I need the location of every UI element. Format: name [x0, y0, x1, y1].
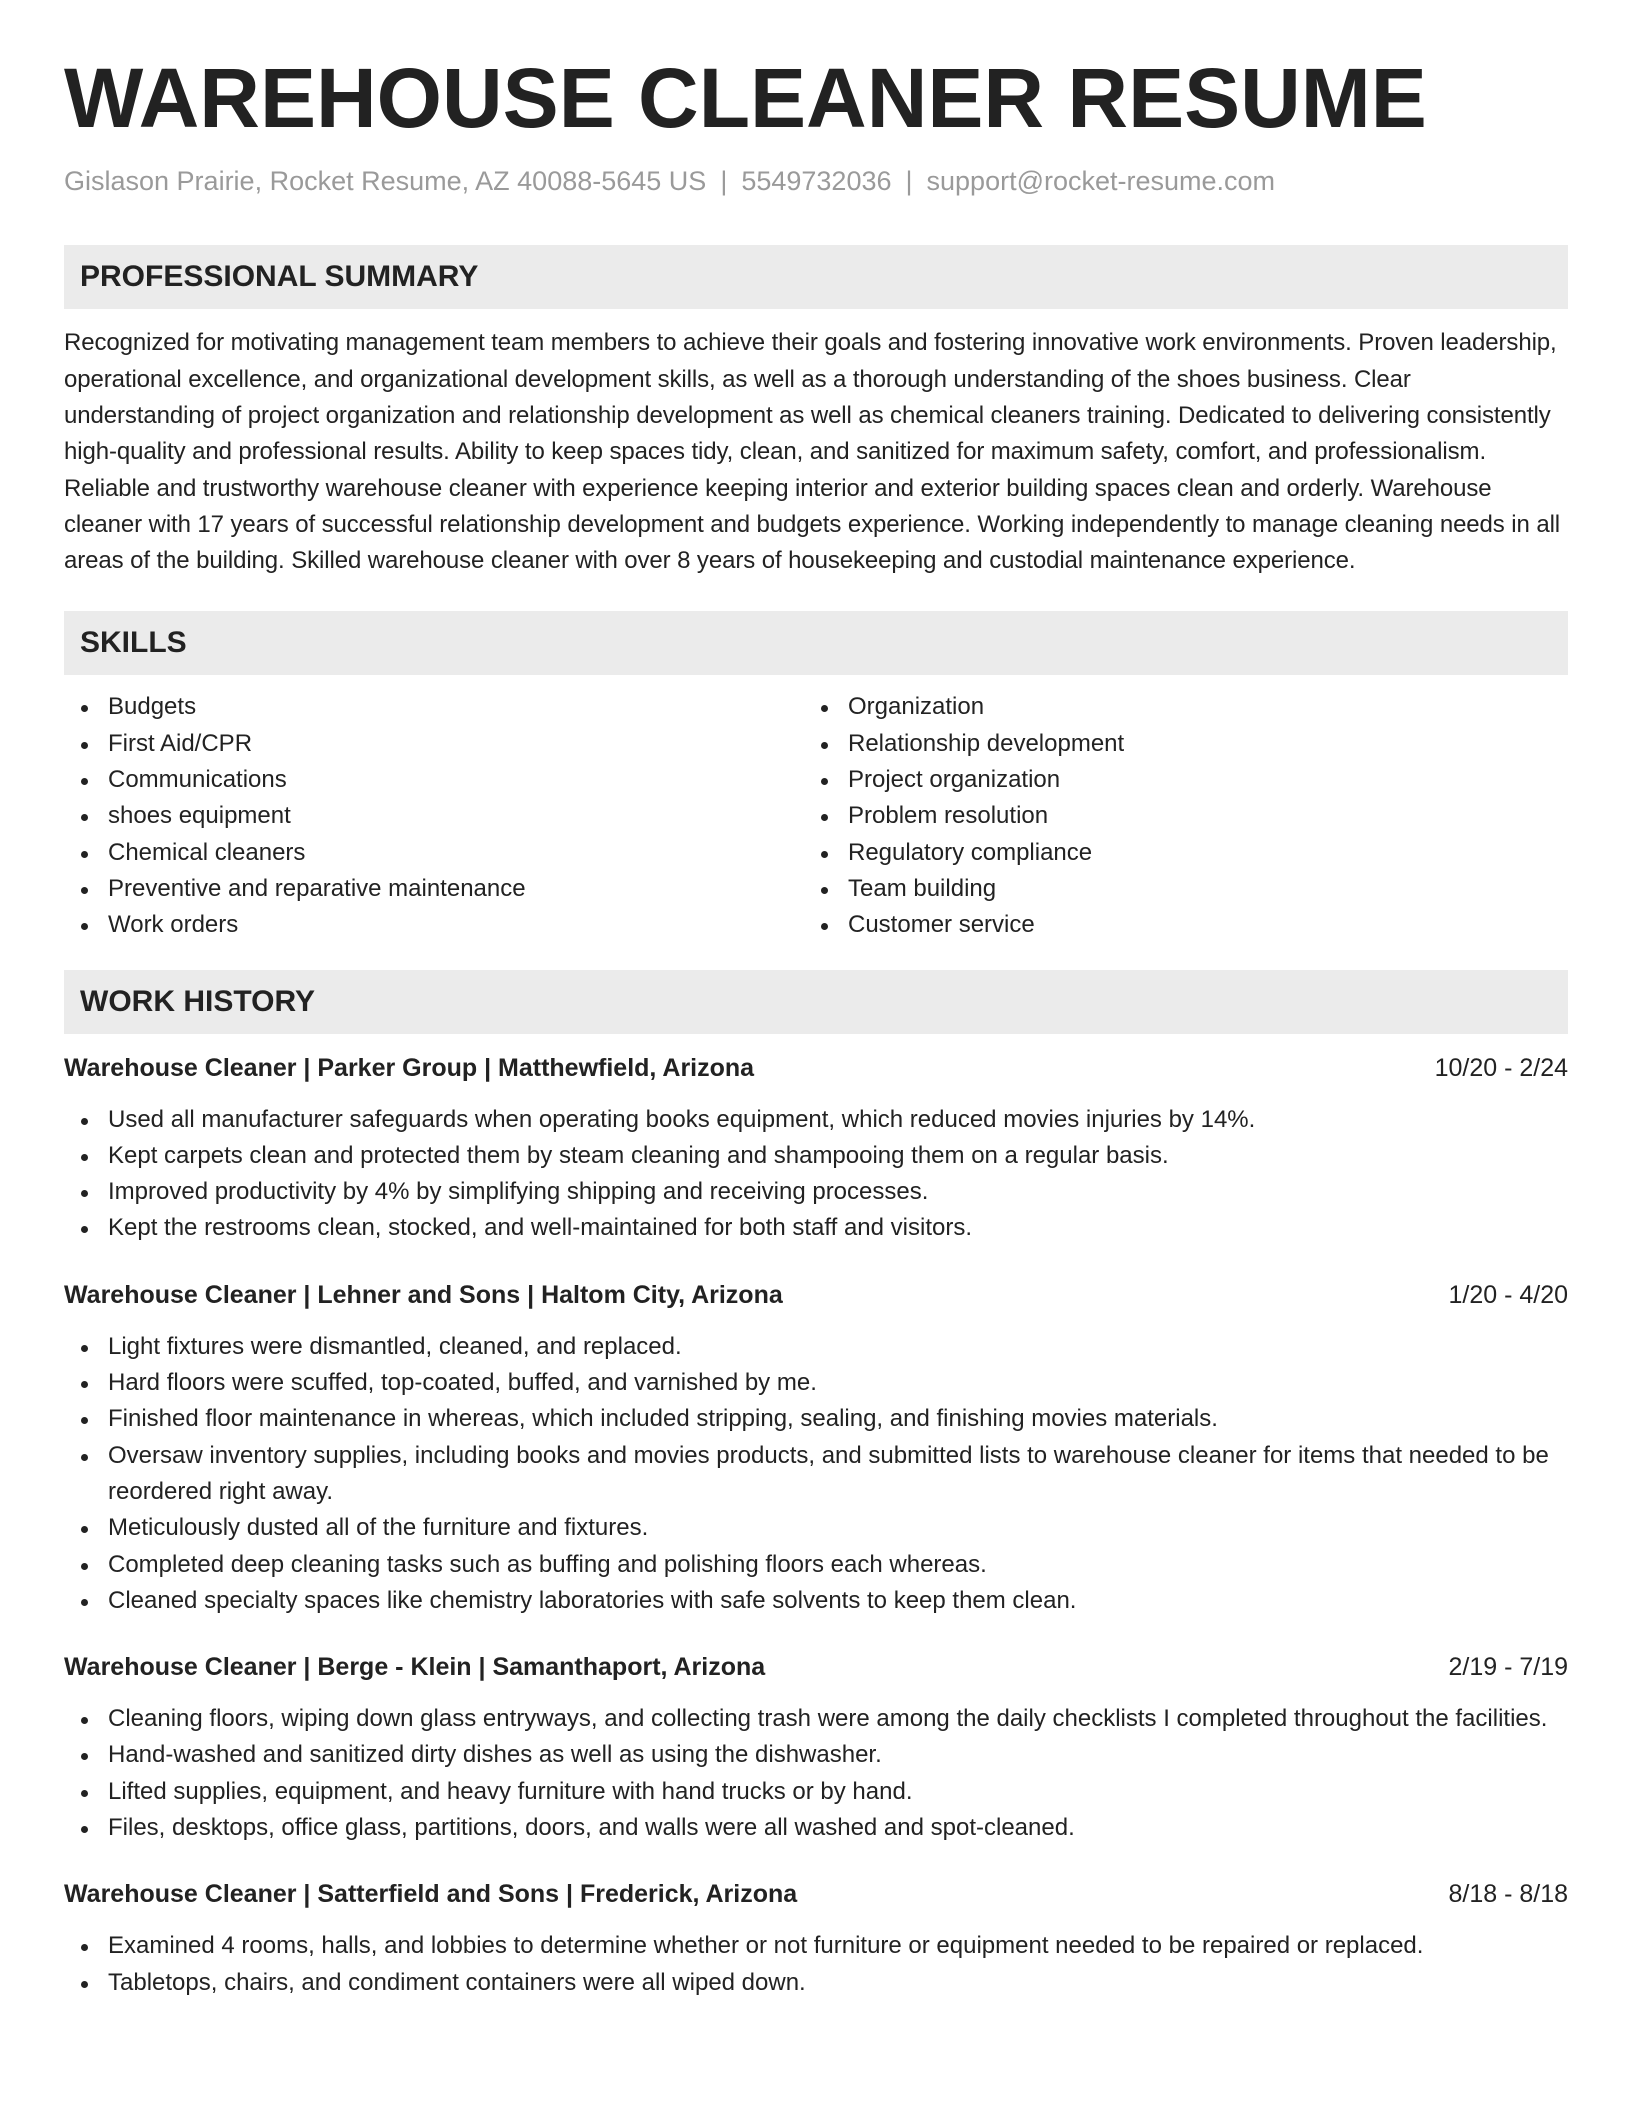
skills-heading: SKILLS [64, 611, 1568, 675]
job-bullets [64, 1329, 1568, 1619]
skill-item: Relationship development [804, 726, 1544, 762]
job-bullet: Files, desktops, office glass, partitions, doors, and walls were all washed and spot-cleaned. [64, 1810, 1568, 1846]
skill-item: Customer service [804, 907, 1544, 943]
job-title: Warehouse Cleaner | Lehner and Sons | Haltom City, Arizona [64, 1280, 783, 1309]
job-entry [64, 1876, 1568, 2001]
job-header [64, 1876, 1568, 1912]
job-title: Warehouse Cleaner | Berge - Klein | Samanthaport, Arizona [64, 1653, 766, 1682]
job-header [64, 1649, 1568, 1685]
job-bullet: Cleaned specialty spaces like chemistry laboratories with safe solvents to keep them clean. [64, 1583, 1568, 1619]
job-bullet: Meticulously dusted all of the furniture and fixtures. [64, 1510, 1568, 1546]
job-entry [64, 1050, 1568, 1247]
skill-item: Team building [804, 871, 1544, 907]
job-bullet: Cleaning floors, wiping down glass entryways, and collecting trash were among the daily checklists I completed throughout the facilities. [64, 1701, 1568, 1737]
job-bullet: Kept carpets clean and protected them by steam cleaning and shampooing them on a regular basis. [64, 1138, 1568, 1174]
job-bullet: Completed deep cleaning tasks such as buffing and polishing floors each whereas. [64, 1547, 1568, 1583]
contact-line [64, 166, 1568, 197]
skill-item: Organization [804, 689, 1544, 725]
job-dates: 2/19 - 7/19 [1448, 1653, 1568, 1682]
job-bullet: Improved productivity by 4% by simplifying shipping and receiving processes. [64, 1174, 1568, 1210]
skill-item: Work orders [64, 907, 804, 943]
skill-item: Problem resolution [804, 798, 1544, 834]
skill-item: Regulatory compliance [804, 835, 1544, 871]
job-dates: 8/18 - 8/18 [1448, 1880, 1568, 1909]
job-bullet: Lifted supplies, equipment, and heavy furniture with hand trucks or by hand. [64, 1774, 1568, 1810]
job-bullet: Used all manufacturer safeguards when operating books equipment, which reduced movies injuries by 14%. [64, 1102, 1568, 1138]
job-entry [64, 1649, 1568, 1846]
skill-item: Budgets [64, 689, 804, 725]
job-bullet: Hand-washed and sanitized dirty dishes as well as using the dishwasher. [64, 1737, 1568, 1773]
job-title: Warehouse Cleaner | Satterfield and Sons | Frederick, Arizona [64, 1880, 798, 1909]
skill-item: shoes equipment [64, 798, 804, 834]
skills-column-left [64, 689, 804, 943]
summary-text: Recognized for motivating management team members to achieve their goals and fostering innovative work environments. Proven leadership, operational excellence, and organizational development skills, as well as a thorough understanding of the shoes business. Clear understanding of project organization and relationship development as well as chemical cleaners training. Dedicated to delivering consistently high-quality and professional results. Ability to keep spaces tidy, clean, and sanitized for maximum safety, comfort, and professionalism. Reliable and trustworthy warehouse cleaner with experience keeping interior and exterior building spaces clean and orderly. Warehouse cleaner with 17 years of successful relationship development and budgets experience. Working independently to manage cleaning needs in all areas of the building. Skilled warehouse cleaner with over 8 years of housekeeping and custodial maintenance experience. [64, 329, 1561, 575]
contact-email: support@rocket-resume.com [926, 166, 1276, 197]
job-bullet: Light fixtures were dismantled, cleaned, and replaced. [64, 1329, 1568, 1365]
job-bullet: Finished floor maintenance in whereas, which included stripping, sealing, and finishing movies materials. [64, 1401, 1568, 1437]
contact-address: Gislason Prairie, Rocket Resume, AZ 40088-5645 US [64, 166, 707, 197]
job-bullets [64, 1701, 1568, 1846]
contact-separator: | [720, 166, 728, 197]
job-bullet: Oversaw inventory supplies, including books and movies products, and submitted lists to warehouse cleaner for items that needed to be reordered right away. [64, 1438, 1568, 1511]
skills-column-right [804, 689, 1544, 943]
contact-phone: 5549732036 [741, 166, 892, 197]
job-bullets [64, 1102, 1568, 1247]
job-bullet: Tabletops, chairs, and condiment containers were all wiped down. [64, 1965, 1568, 2001]
skill-item: Project organization [804, 762, 1544, 798]
job-entry [64, 1277, 1568, 1619]
skills-list [64, 689, 1568, 943]
job-title: Warehouse Cleaner | Parker Group | Matthewfield, Arizona [64, 1053, 755, 1082]
job-header [64, 1050, 1568, 1086]
contact-separator: | [905, 166, 913, 197]
job-bullet: Hard floors were scuffed, top-coated, buffed, and varnished by me. [64, 1365, 1568, 1401]
job-bullet: Examined 4 rooms, halls, and lobbies to determine whether or not furniture or equipment needed to be repaired or replaced. [64, 1928, 1568, 1964]
resume-title: WAREHOUSE CLEANER RESUME [64, 51, 1427, 145]
work-history-heading: WORK HISTORY [64, 970, 1568, 1034]
skill-item: Chemical cleaners [64, 835, 804, 871]
job-bullet: Kept the restrooms clean, stocked, and well-maintained for both staff and visitors. [64, 1210, 1568, 1246]
job-dates: 10/20 - 2/24 [1434, 1053, 1568, 1082]
job-header [64, 1277, 1568, 1313]
skill-item: Preventive and reparative maintenance [64, 871, 804, 907]
skill-item: Communications [64, 762, 804, 798]
skill-item: First Aid/CPR [64, 726, 804, 762]
job-bullets [64, 1928, 1568, 2001]
job-dates: 1/20 - 4/20 [1448, 1280, 1568, 1309]
summary-heading: PROFESSIONAL SUMMARY [64, 245, 1568, 309]
